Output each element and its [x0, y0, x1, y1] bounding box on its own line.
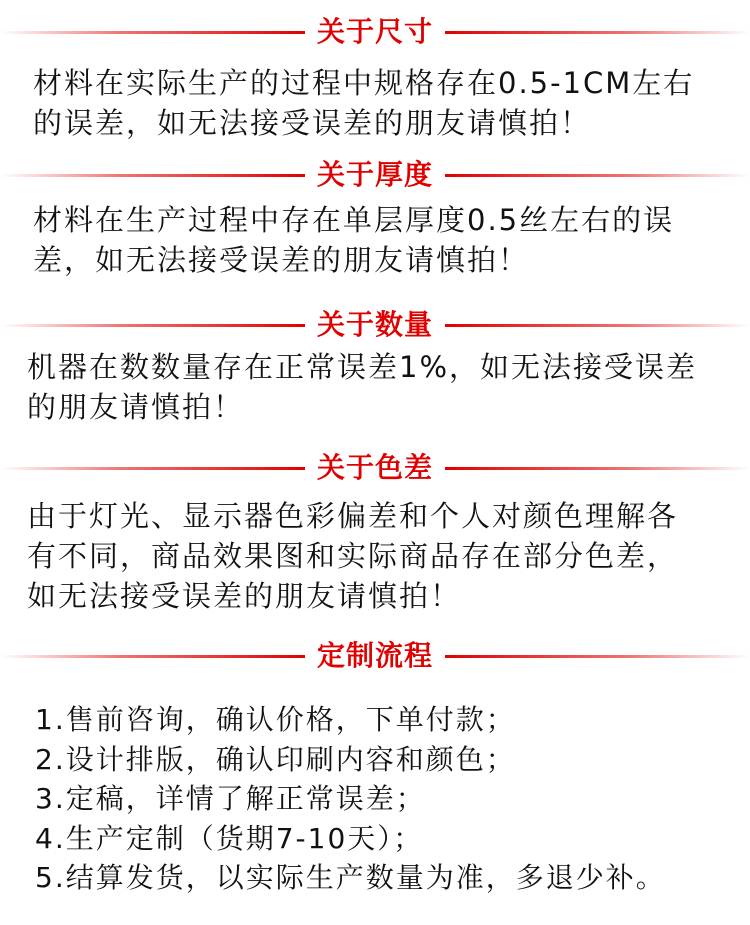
divider-line-left: [0, 467, 305, 470]
section-divider-color: [0, 448, 750, 488]
section-title-process: 定制流程: [316, 639, 433, 672]
section-text-quantity: 机器在数数量存在正常误差1%，如无法接受误差 的朋友请慎拍！: [27, 350, 698, 424]
section-title-quantity: 关于数量: [316, 308, 433, 341]
process-step-4: 4.生产定制（货期7-10天）；: [35, 821, 424, 855]
divider-line-left: [0, 655, 305, 658]
section-title-size: 关于尺寸: [316, 15, 433, 48]
divider-line-right: [445, 31, 750, 34]
divider-line-left: [0, 31, 305, 34]
section-title-thickness: 关于厚度: [316, 158, 433, 191]
section-text-size: 材料在实际生产的过程中规格存在0.5-1CM左右 的误差，如无法接受误差的朋友请慎拍！: [33, 66, 695, 140]
section-title-color: 关于色差: [316, 451, 433, 484]
divider-line-right: [445, 467, 750, 470]
process-step-list: [35, 700, 666, 898]
process-step-1: 1.售前咨询，确认价格，下单付款；: [35, 703, 516, 736]
section-divider-size: [0, 12, 750, 52]
section-text-thickness: 材料在生产过程中存在单层厚度0.5丝左右的误 差，如无法接受误差的朋友请慎拍！: [33, 203, 675, 277]
process-step-3: 3.定稿，详情了解正常误差；: [35, 782, 426, 815]
section-text-color: 由于灯光、显示器色彩偏差和个人对颜色理解各 有不同，商品效果图和实际商品存在部分色差， 如无法接受误差的朋友请慎拍！: [27, 499, 679, 613]
process-step-5: 5.结算发货，以实际生产数量为准，多退少补。: [35, 861, 666, 894]
section-divider-thickness: [0, 155, 750, 195]
divider-line-right: [445, 324, 750, 327]
section-divider-quantity: [0, 305, 750, 345]
section-divider-process: [0, 636, 750, 676]
divider-line-right: [445, 174, 750, 177]
process-step-2: 2.设计排版，确认印刷内容和颜色；: [35, 742, 516, 776]
divider-line-left: [0, 174, 305, 177]
divider-line-left: [0, 324, 305, 327]
divider-line-right: [445, 655, 750, 658]
